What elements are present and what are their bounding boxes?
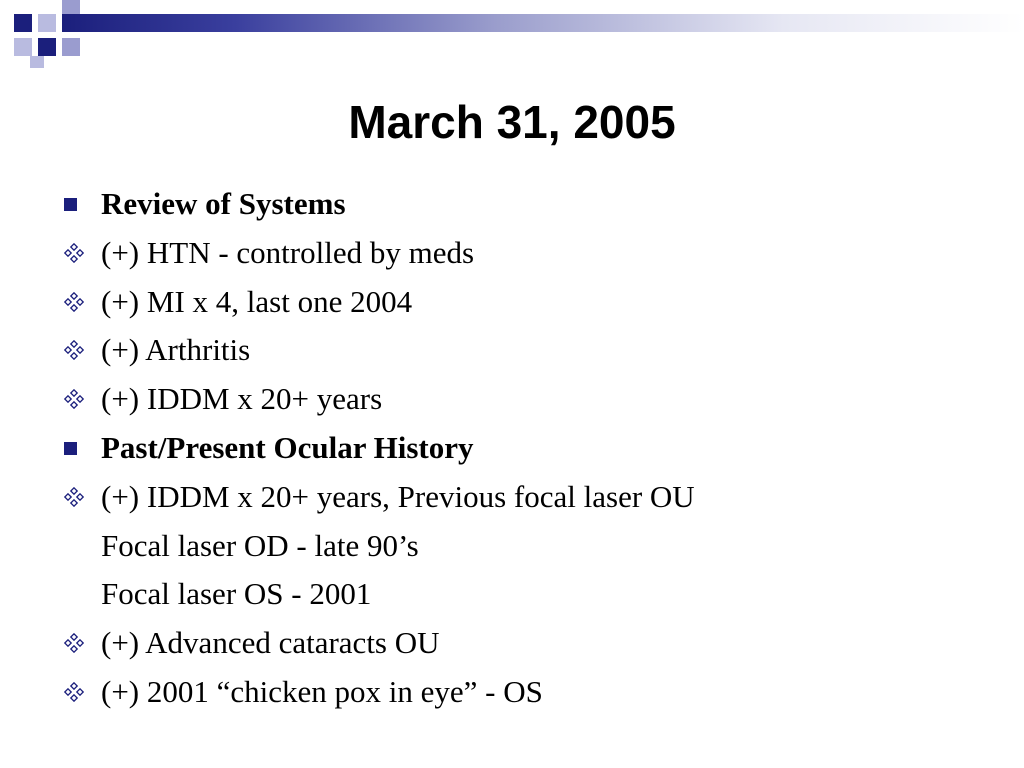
header-square-navy-2	[38, 38, 56, 56]
slide-body	[60, 180, 980, 717]
list-item	[60, 375, 980, 424]
header-square-left	[14, 38, 32, 56]
list-item-text: (+) Advanced cataracts OU	[101, 625, 440, 661]
diamond-bullet-icon	[64, 243, 84, 263]
list-item	[60, 522, 980, 571]
list-item-text: (+) IDDM x 20+ years	[101, 381, 383, 417]
diamond-bullet-icon	[64, 633, 84, 653]
header-square-lavender	[38, 14, 56, 32]
slide-title: March 31, 2005	[348, 96, 676, 148]
section-heading-text: Past/Present Ocular History	[101, 429, 474, 465]
list-item	[60, 278, 980, 327]
section-heading-text: Review of Systems	[101, 186, 346, 221]
list-item-text: Focal laser OD - late 90’s	[101, 527, 419, 563]
square-bullet-icon	[64, 442, 77, 455]
header-square-right	[62, 38, 80, 56]
diamond-bullet-icon	[64, 682, 84, 702]
list-item	[60, 668, 980, 717]
list-item	[60, 229, 980, 278]
diamond-bullet-icon	[64, 292, 84, 312]
square-bullet-icon	[64, 198, 77, 211]
section-heading	[60, 424, 980, 473]
list-item-text: (+) IDDM x 20+ years, Previous focal laser OU	[101, 478, 695, 514]
list-item-text: (+) HTN - controlled by meds	[101, 234, 475, 270]
list-item	[60, 619, 980, 668]
list-item-text: (+) 2001 “chicken pox in eye” - OS	[101, 673, 543, 709]
header-square-bottom	[30, 56, 44, 68]
header-gradient-bar	[62, 14, 1024, 32]
list-item	[60, 326, 980, 375]
header-square-top	[62, 0, 80, 14]
list-item-text: (+) Arthritis	[101, 332, 251, 368]
list-item-text: Focal laser OS - 2001	[101, 576, 372, 612]
diamond-bullet-icon	[64, 487, 84, 507]
list-item-text: (+) MI x 4, last one 2004	[101, 283, 413, 319]
diamond-bullet-icon	[64, 389, 84, 409]
header-square-navy	[14, 14, 32, 32]
diamond-bullet-icon	[64, 340, 84, 360]
section-heading	[60, 180, 980, 229]
list-item	[60, 570, 980, 619]
list-item	[60, 473, 980, 522]
